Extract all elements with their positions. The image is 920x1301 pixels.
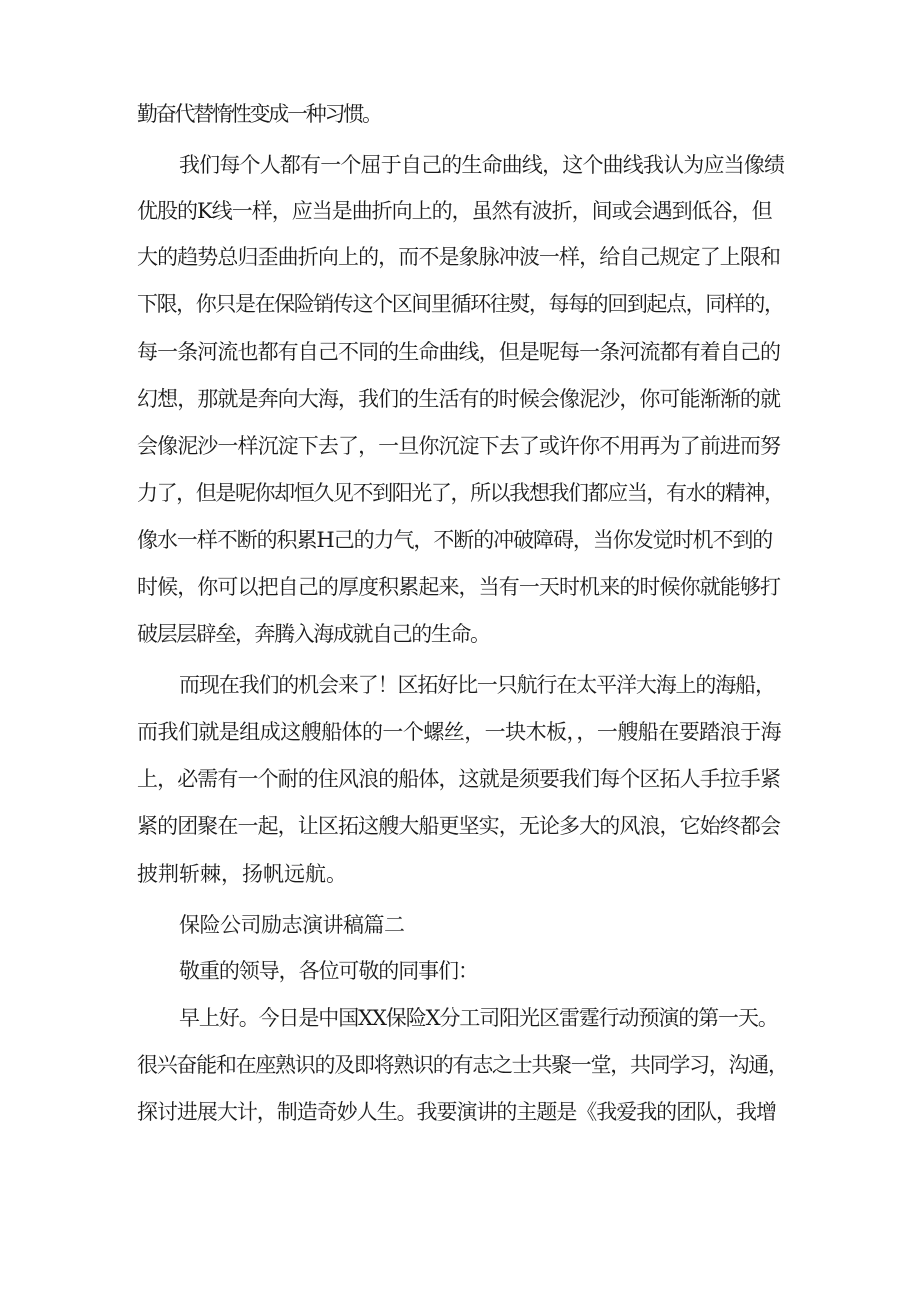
text-line-20: 早上好。今日是中国XX保险X分工司阳光区雷霆行动预演的第一天。: [179, 1006, 778, 1030]
text-line-10: 像水一样不断的积累H己的力气，不断的冲破障碍，当你发觉时机不到的: [137, 528, 773, 552]
text-line-1: 勤奋代替惰性变成一种习惯。: [137, 102, 381, 126]
text-line-11: 时候，你可以把自己的厚度积累起来，当有一天时机来的时候你就能够打: [137, 575, 781, 599]
text-line-4: 大的趋势总归歪曲折向上的，而不是象脉冲波一样，给自己规定了上限和: [137, 245, 781, 269]
section-heading: 保险公司励志演讲稿篇二: [179, 913, 405, 937]
text-line-14: 而我们就是组成这艘船体的一个螺丝，一块木板，，一艘船在要踏浪于海: [137, 720, 781, 744]
text-line-9: 力了，但是呢你却恒久见不到阳光了，所以我想我们都应当，有水的精神，: [137, 481, 784, 505]
text-line-21: 很兴奋能和在座熟识的及即将熟识的有志之士共聚一堂，共同学习，沟通，: [137, 1053, 788, 1077]
text-line-2: 我们每个人都有一个屈于自己的生命曲线，这个曲线我认为应当像绩: [179, 153, 785, 177]
text-line-15: 上，必需有一个耐的住风浪的船体，这就是须要我们每个区拓人手拉手紧: [137, 767, 781, 791]
text-line-12: 破层层辟垒，奔腾入海成就自己的生命。: [137, 622, 490, 646]
text-line-16: 紧的团聚在一起，让区拓这艘大船更坚实，无论多大的风浪，它始终都会: [137, 814, 781, 838]
text-line-8: 会像泥沙一样沉淀下去了，一旦你沉淀下去了或许你不用再为了前进而努: [137, 434, 781, 458]
text-line-7: 幻想，那就是奔向大海，我们的生活有的时候会像泥沙，你可能渐渐的就: [137, 387, 781, 411]
text-line-13: 而现在我们的机会来了！区拓好比一只航行在太平洋大海上的海船，: [179, 673, 775, 697]
text-line-5: 下限，你只是在保险销传这个区间里循环往熨，每每的回到起点，同样的，: [137, 292, 784, 316]
text-line-6: 每一条河流也都有自己不同的生命曲线，但是呢每一条河流都有着自己的: [137, 340, 781, 364]
greeting-line: 敬重的领导，各位可敬的同事们：: [179, 959, 478, 983]
text-line-17: 披荆斩棘，扬帆远航。: [137, 862, 347, 886]
text-line-3: 优股的K线一样，应当是曲折向上的，虽然有波折，间或会遇到低谷，但: [137, 199, 772, 223]
text-line-22: 探讨进展大计，制造奇妙人生。我要演讲的主题是《我爱我的团队，我增: [137, 1100, 776, 1124]
